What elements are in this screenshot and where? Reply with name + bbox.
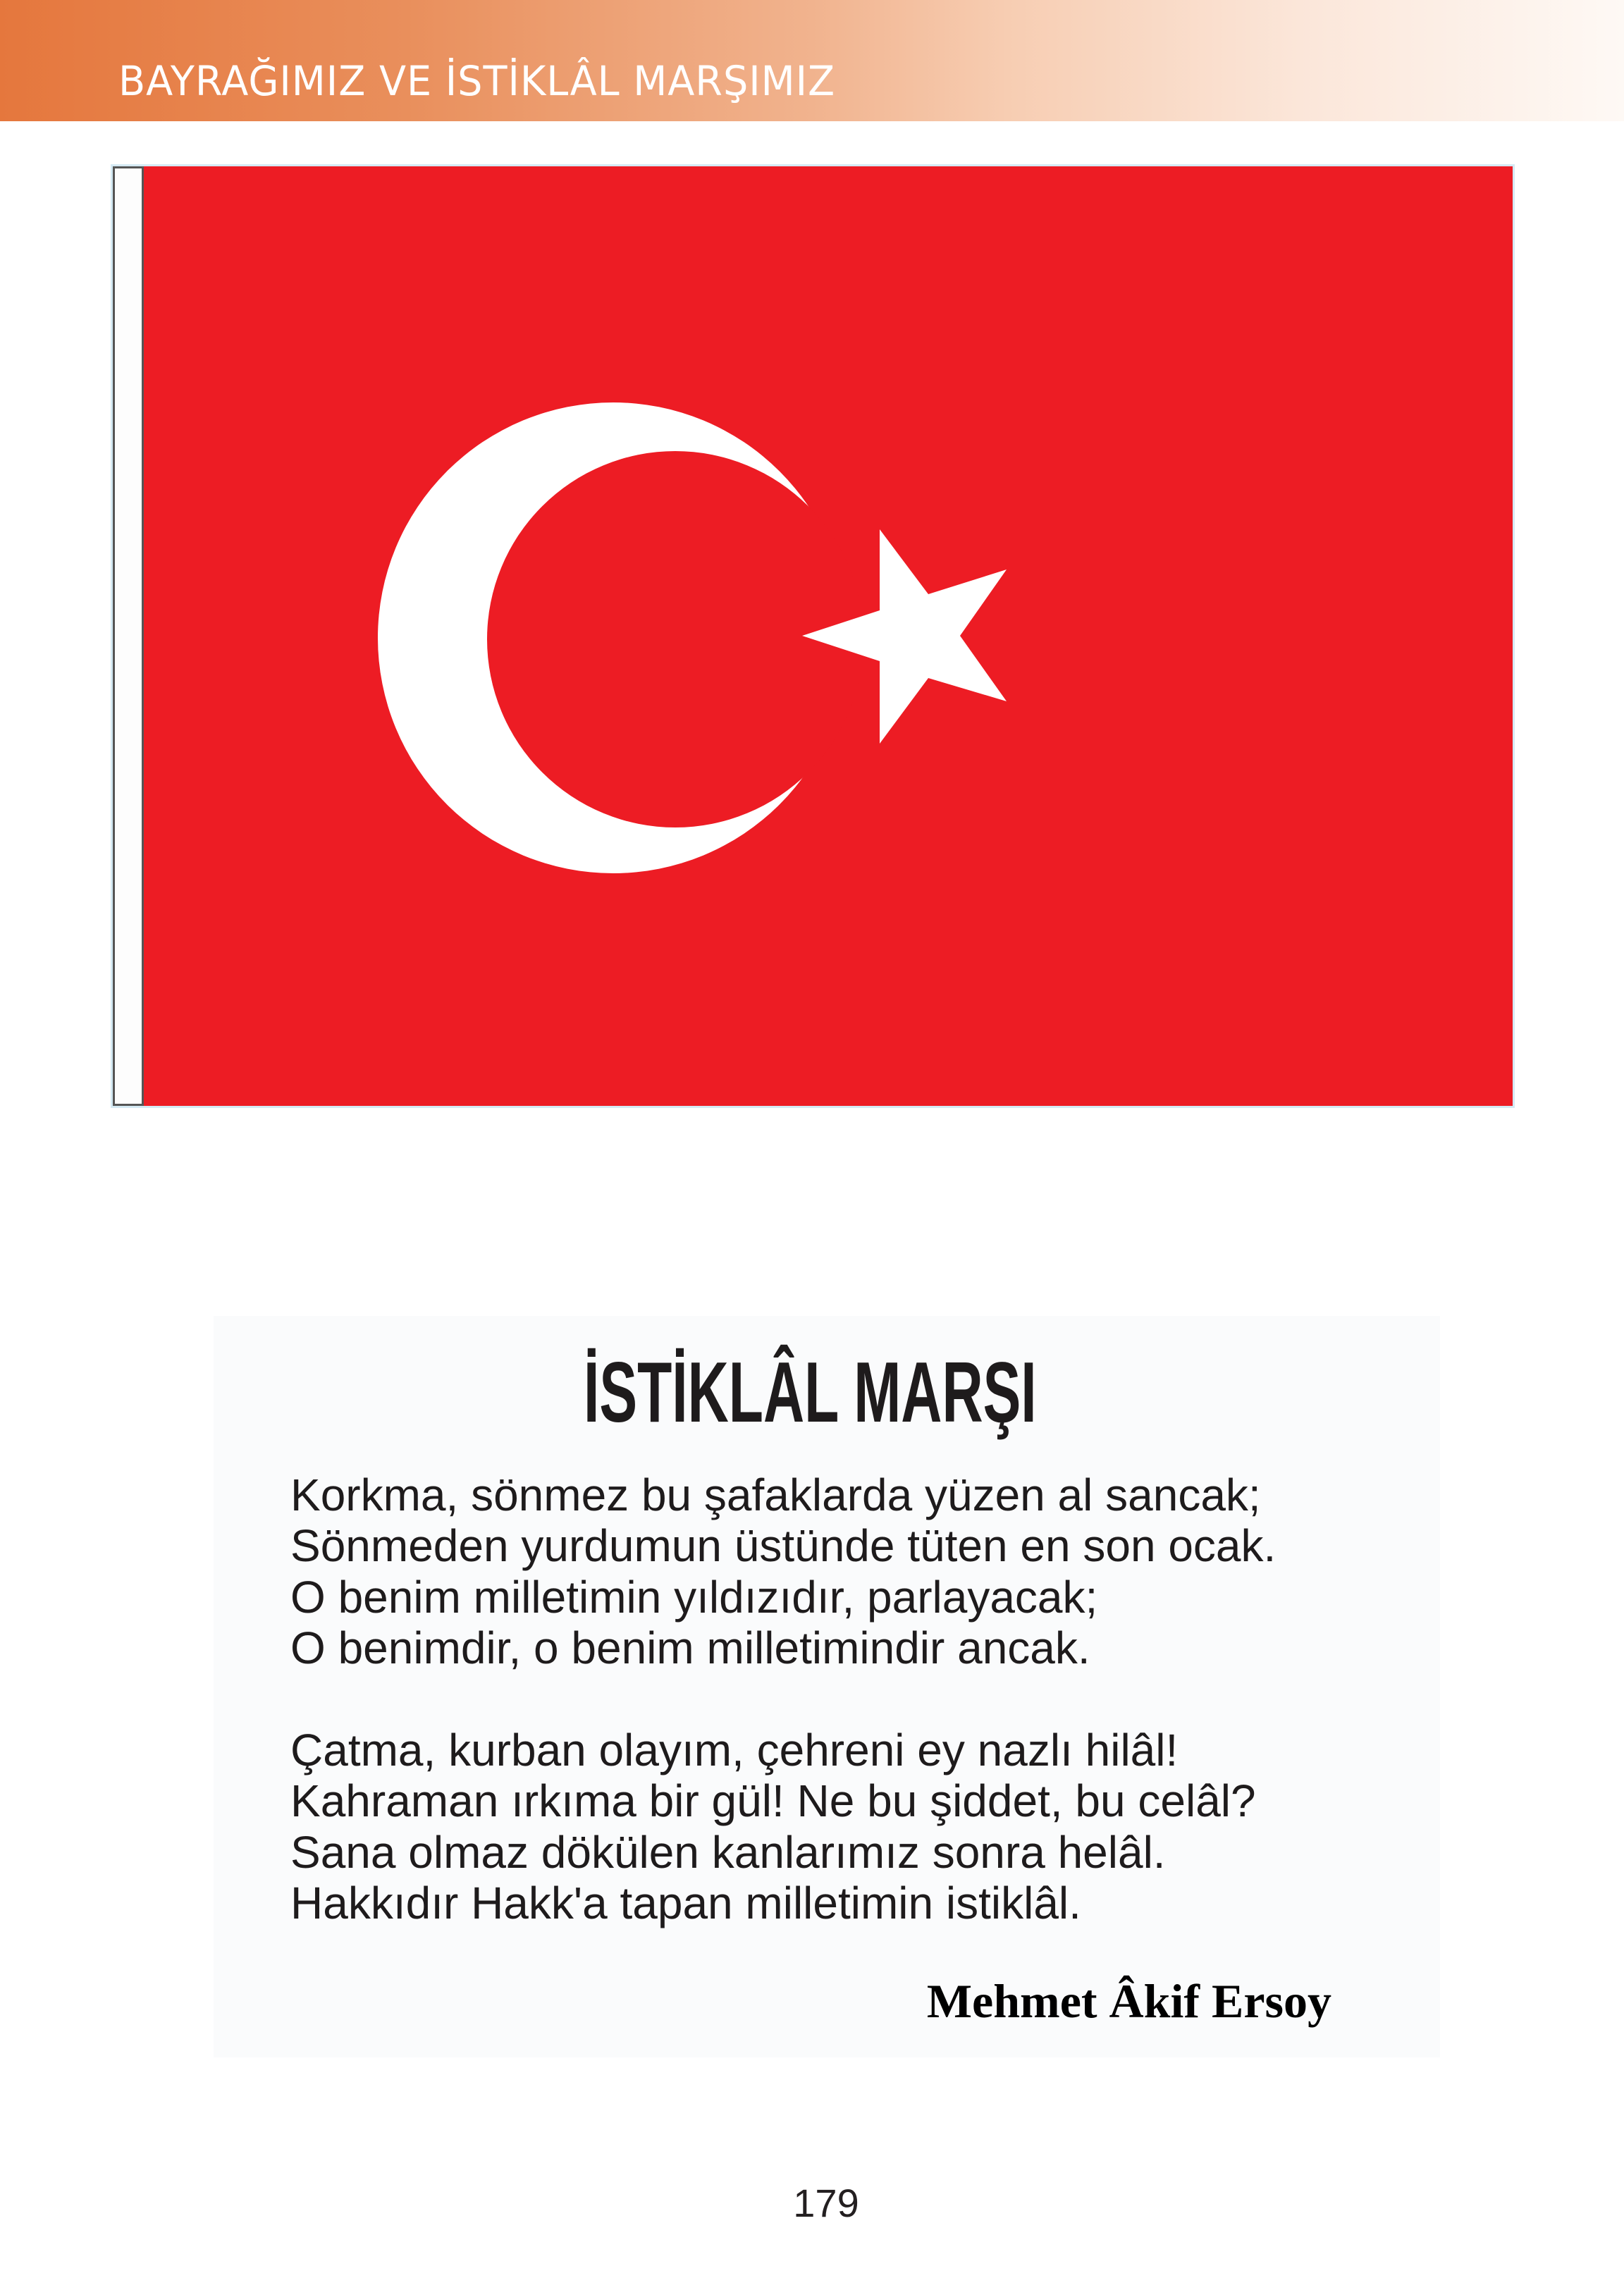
anthem-title: İSTİKLÂL MARŞI bbox=[584, 1344, 1037, 1440]
chapter-header-bar bbox=[0, 0, 1624, 121]
poem-line: Sönmeden yurdumun üstünde tüten en son ocak. bbox=[290, 1520, 1277, 1572]
flag-hoist-stripe bbox=[114, 168, 143, 1105]
poem-line: Hakkıdır Hakk'a tapan milletimin istiklâl. bbox=[290, 1877, 1081, 1928]
turkish-flag-image bbox=[113, 166, 1513, 1106]
poem-line: O benimdir, o benim milletimindir ancak. bbox=[290, 1622, 1090, 1673]
flag-icon bbox=[113, 166, 1513, 1106]
poem-line: O benim milletimin yıldızıdır, parlayacak; bbox=[290, 1571, 1098, 1623]
stanza-2 bbox=[290, 1725, 1256, 1928]
author-name: Mehmet Âkif Ersoy bbox=[926, 1974, 1331, 2028]
poem-line: Kahraman ırkıma bir gül! Ne bu şiddet, bu celâl? bbox=[290, 1775, 1256, 1827]
page-number: 179 bbox=[793, 2181, 859, 2225]
poem-line: Sana olmaz dökülen kanlarımız sonra helâl. bbox=[290, 1826, 1166, 1878]
poem-line: Çatma, kurban olayım, çehreni ey nazlı hilâl! bbox=[290, 1725, 1179, 1775]
chapter-title: BAYRAĞIMIZ VE İSTİKLÂL MARŞIMIZ bbox=[118, 57, 836, 105]
poem-line: Korkma, sönmez bu şafaklarda yüzen al sancak; bbox=[290, 1470, 1261, 1520]
crescent-inner-cutout bbox=[487, 451, 863, 827]
stanza-1 bbox=[290, 1470, 1276, 1673]
